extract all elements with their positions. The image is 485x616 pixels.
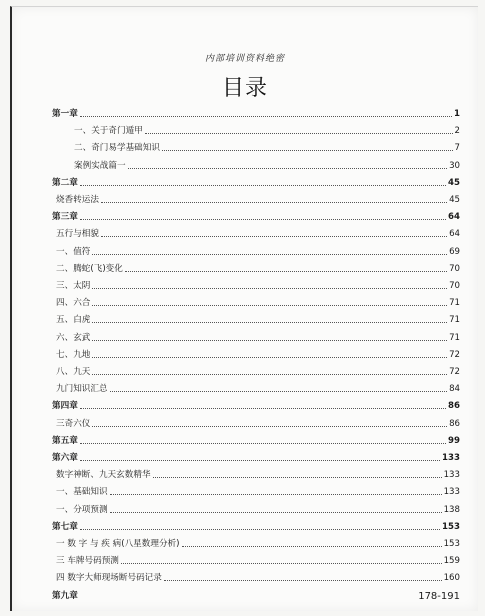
toc-entry-label: 一、基础知识	[56, 487, 108, 498]
toc-entry-page-number: 71	[449, 298, 460, 309]
toc-entry-page-number: 70	[449, 263, 460, 274]
toc-entry	[52, 516, 460, 533]
toc-entry-label: 六、玄武	[56, 332, 91, 343]
toc-entry	[56, 481, 460, 498]
toc-leader-dots	[128, 168, 447, 169]
toc-leader-dots	[162, 150, 453, 151]
toc-entry-label: 第六章	[52, 453, 78, 463]
toc-entry	[52, 430, 460, 447]
toc-entry-page-number: 64	[449, 229, 460, 240]
toc-entry	[56, 223, 460, 240]
toc-entry-label: 第七章	[52, 521, 78, 532]
toc-entry-label: 四、六合	[56, 298, 91, 309]
toc-leader-dots	[80, 408, 446, 409]
toc-entry-page-number: 2	[454, 126, 460, 137]
toc-entry-label: 第三章	[52, 212, 78, 223]
toc-leader-dots	[145, 133, 453, 134]
toc-leader-dots	[80, 460, 440, 461]
toc-entry-page-number: 86	[449, 418, 460, 429]
toc-entry-page-number: 70	[449, 281, 460, 291]
toc-entry-label: 第九章	[52, 590, 78, 601]
toc-entry-label: 烧香转运法	[56, 195, 99, 205]
toc-entry-page-number: 71	[449, 315, 460, 326]
toc-leader-dots	[153, 477, 442, 478]
toc-entry-label: 第一章	[52, 109, 78, 119]
toc-entry	[52, 447, 460, 464]
toc-entry-page-number: 133	[443, 470, 460, 481]
toc-entry-label: 三、太阴	[56, 281, 91, 291]
toc-entry-page-number: 7	[454, 143, 460, 154]
toc-leader-dots	[101, 236, 447, 237]
toc-entry-label: 案例实战篇一	[74, 160, 126, 171]
toc-leader-dots	[92, 357, 447, 358]
toc-entry-page-number: 160	[443, 573, 460, 584]
toc-entry	[56, 258, 460, 275]
toc-entry	[74, 155, 460, 172]
toc-entry	[56, 464, 460, 481]
toc-entry-label: 四 数字大师现场断号码记录	[56, 573, 162, 584]
toc-entry-page-number: 30	[449, 160, 460, 171]
toc-entry-page-number: 178-191	[418, 590, 460, 602]
toc-entry-page-number: 133	[442, 453, 460, 463]
toc-entry-page-number: 159	[443, 556, 460, 567]
toc-entry	[74, 120, 460, 137]
toc-leader-dots	[121, 563, 442, 564]
toc-entry	[56, 499, 460, 516]
toc-leader-dots	[92, 288, 447, 289]
toc-entry-page-number: 72	[449, 349, 460, 360]
toc-entry	[56, 361, 460, 378]
toc-entry	[56, 327, 460, 344]
toc-entry-page-number: 86	[448, 401, 460, 412]
toc-entry-page-number: 153	[442, 521, 460, 532]
toc-entry-label: 五、白虎	[56, 315, 91, 326]
toc-leader-dots	[101, 202, 447, 203]
toc-entry-label: 五行与相貌	[56, 229, 99, 240]
toc-leader-dots	[80, 219, 446, 220]
toc-entry	[56, 378, 460, 395]
toc-leader-dots	[110, 494, 442, 495]
toc-leader-dots	[92, 305, 447, 306]
toc-entry	[56, 189, 460, 206]
toc-entry-label: 八、九天	[56, 367, 91, 377]
toc-entry-label: 一 数 字 与 疾 病(八星数理分析)	[56, 539, 180, 549]
toc-entry-label: 第二章	[52, 177, 78, 188]
toc-entry	[52, 172, 460, 189]
toc-entry	[56, 275, 460, 292]
document-title: 目录	[221, 76, 268, 101]
toc-entry-page-number: 45	[449, 195, 460, 205]
toc-entry	[56, 292, 460, 309]
toc-entry-page-number: 153	[443, 539, 460, 549]
toc-entry-page-number: 45	[448, 177, 460, 188]
toc-leader-dots	[182, 546, 442, 547]
toc-leader-dots	[80, 529, 440, 530]
toc-leader-dots	[110, 512, 442, 513]
toc-leader-dots	[92, 322, 447, 323]
toc-entry-label: 数字神断、九天玄数精华	[56, 470, 151, 481]
toc-entry	[56, 533, 460, 550]
document-subtitle: 内部培训资料绝密	[204, 54, 285, 64]
toc-entry-page-number: 138	[443, 504, 460, 515]
toc-entry-label: 三奇六仪	[56, 418, 91, 429]
toc-entry-label: 第四章	[52, 401, 78, 412]
toc-entry-page-number: 84	[449, 384, 460, 395]
toc-entry-page-number: 133	[443, 487, 460, 498]
toc-leader-dots	[92, 254, 447, 255]
toc-leader-dots	[110, 391, 447, 392]
toc-entry	[56, 344, 460, 361]
toc-entry-page-number: 71	[449, 332, 460, 343]
toc-leader-dots	[92, 340, 447, 341]
toc-entry	[52, 103, 460, 120]
toc-entry-page-number: 99	[448, 435, 460, 446]
toc-entry	[56, 241, 460, 258]
toc-entry	[56, 567, 460, 584]
toc-entry-label: 第五章	[52, 435, 78, 446]
toc-leader-dots	[80, 443, 446, 444]
toc-entry-label: 一、值符	[56, 246, 91, 257]
toc-entry	[74, 137, 460, 154]
toc-entry-page-number: 64	[448, 212, 460, 223]
toc-leader-dots	[164, 580, 442, 581]
toc-entry-label: 九门知识汇总	[56, 384, 108, 395]
toc-entry-label: 七、九地	[56, 349, 91, 360]
toc-entry-page-number: 1	[454, 109, 460, 119]
toc-leader-dots	[80, 185, 446, 186]
toc-entry-page-number: 72	[449, 367, 460, 377]
toc-entry	[52, 585, 460, 602]
toc-leader-dots	[125, 271, 447, 272]
toc-leader-dots	[92, 426, 447, 427]
toc-entry-label: 三 车牌号码预测	[56, 556, 119, 567]
toc-entry-label: 二、腾蛇(飞)变化	[56, 263, 123, 274]
toc-entry-label: 一、分项预测	[56, 504, 108, 515]
document-page	[10, 6, 478, 611]
toc-entry-page-number: 69	[449, 246, 460, 257]
toc-entry-label: 二、奇门易学基础知识	[74, 143, 160, 154]
toc-entry	[52, 395, 460, 412]
toc-entry	[56, 413, 460, 430]
toc-entry-label: 一、关于奇门遁甲	[74, 126, 143, 137]
toc-entry	[56, 309, 460, 326]
toc-entry	[56, 550, 460, 567]
toc-entry	[52, 206, 460, 223]
toc-leader-dots	[92, 374, 447, 375]
toc-leader-dots	[80, 116, 452, 117]
